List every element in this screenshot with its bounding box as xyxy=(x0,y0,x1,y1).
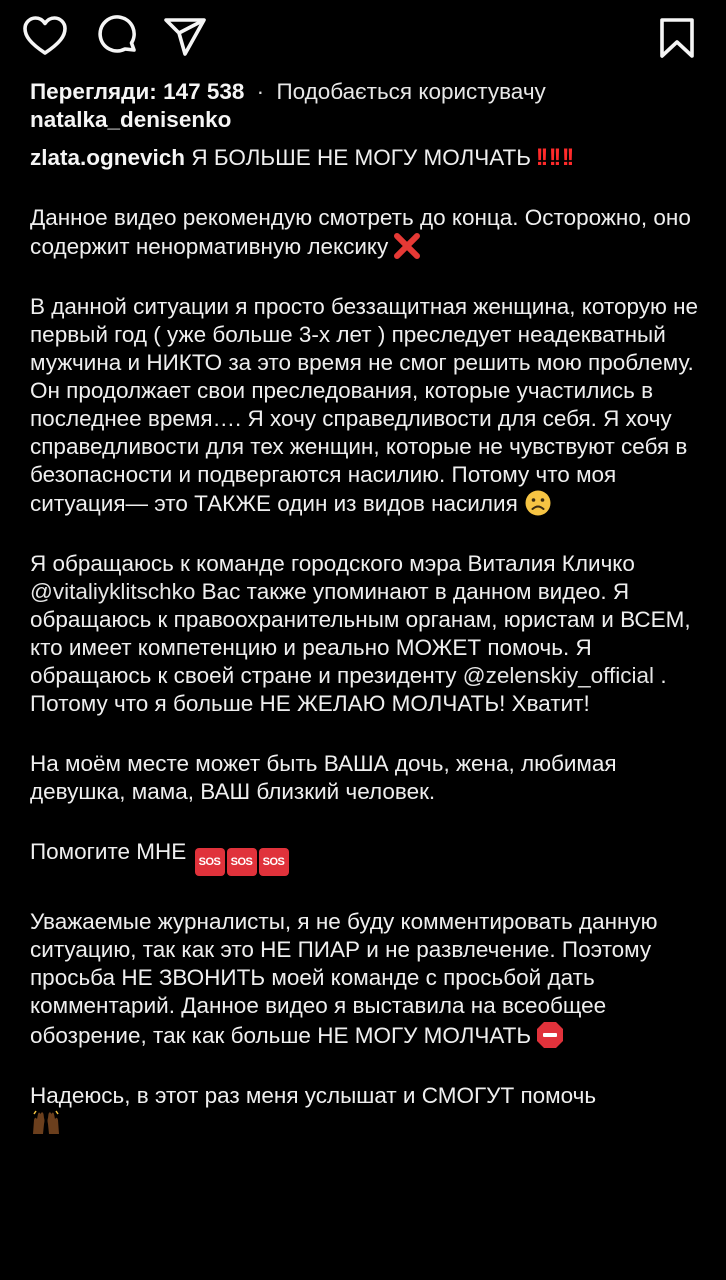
heart-icon[interactable] xyxy=(22,14,68,60)
caption-paragraph-journalists xyxy=(30,908,702,1050)
appeal-text-a: Я обращаюсь к команде городского мэра Виталия Кличко xyxy=(30,551,635,576)
stop-sign-emoji-icon xyxy=(535,1020,565,1050)
mention-zelenskiy-official[interactable]: @zelenskiy_official xyxy=(462,663,655,688)
family-text: На моём месте может быть ВАША дочь, жена, любимая девушка, мама, ВАШ близкий человек. xyxy=(30,751,617,804)
bookmark-icon[interactable] xyxy=(654,14,700,60)
journalists-text: Уважаемые журналисты, я не буду комментировать данную ситуацию, так как это НЕ ПИАР и не развлечение. Поэтому просьба НЕ ЗВОНИТЬ моей команде с просьбой дать комментарий. Данное видео я выставила на всеобщее обозрение, так как больше НЕ МОГУ МОЛЧАТЬ xyxy=(30,909,658,1048)
caption-paragraph-appeal xyxy=(30,550,702,718)
views-count: 147 538 xyxy=(163,79,245,104)
post-meta xyxy=(30,78,702,134)
help-text: Помогите МНЕ xyxy=(30,839,187,864)
appeal-text-c: . Потому что я больше НЕ ЖЕЛАЮ МОЛЧАТЬ! Хватит! xyxy=(30,663,667,716)
share-icon[interactable] xyxy=(162,14,208,60)
warning-text: Данное видео рекомендую смотреть до конца. Осторожно, оно содержит ненормативную лексику xyxy=(30,205,691,259)
caption-paragraph-help xyxy=(30,838,702,876)
post-action-bar xyxy=(0,0,726,78)
caption-paragraph-situation xyxy=(30,293,702,518)
cross-mark-emoji-icon xyxy=(392,232,422,260)
caption-headline xyxy=(30,144,702,172)
sad-face-emoji-icon xyxy=(524,489,552,517)
hope-text: Надеюсь, в этот раз меня услышат и СМОГУТ помочь xyxy=(30,1083,597,1108)
sos-emoji-icon: SOS xyxy=(259,848,289,876)
caption-paragraph-warning xyxy=(30,204,702,261)
comment-icon[interactable] xyxy=(94,14,140,60)
headline-text: Я БОЛЬШЕ НЕ МОГУ МОЛЧАТЬ xyxy=(191,145,531,170)
situation-text: В данной ситуации я просто беззащитная женщина, которую не первый год ( уже больше 3-х лет ) преследует неадекватный мужчина и НИКТО за это время не смог решить мою проблему. Он продолжает свои преследования, которые участились в последнее время…. Я хочу справедливости для себя. Я хочу справедливости для тех женщин, которые не чувствуют себя в безопасности и подвергаются насилию. Потому что моя ситуация— это ТАКЖЕ один из видов насилия xyxy=(30,294,699,516)
caption-paragraph-family xyxy=(30,750,702,806)
sos-emoji-icon: SOS xyxy=(195,848,225,876)
separator-dot: · xyxy=(256,79,265,104)
post-caption xyxy=(30,144,702,1171)
caption-paragraph-hope xyxy=(30,1082,702,1139)
double-exclamation-emoji-icon: !! !! !! xyxy=(535,144,572,171)
liked-by-label: Подобається користувачу xyxy=(276,79,546,104)
sos-emoji-icon: SOS xyxy=(227,848,257,876)
author-username[interactable]: zlata.ognevich xyxy=(30,145,186,170)
raised-hands-emoji-icon xyxy=(30,1110,62,1136)
appeal-text-b: Вас также упоминают в данном видео. Я обращаюсь к правоохранительным органам, юристам и ВСЕМ, кто имеет компетенцию и реально МОЖЕТ помочь. Я обращаюсь к своей стране и президенту xyxy=(30,579,691,688)
views-label: Перегляди: xyxy=(30,79,157,104)
liked-by-username[interactable]: natalka_denisenko xyxy=(30,107,232,132)
mention-vitaliyklitschko[interactable]: @vitaliyklitschko xyxy=(30,579,196,604)
